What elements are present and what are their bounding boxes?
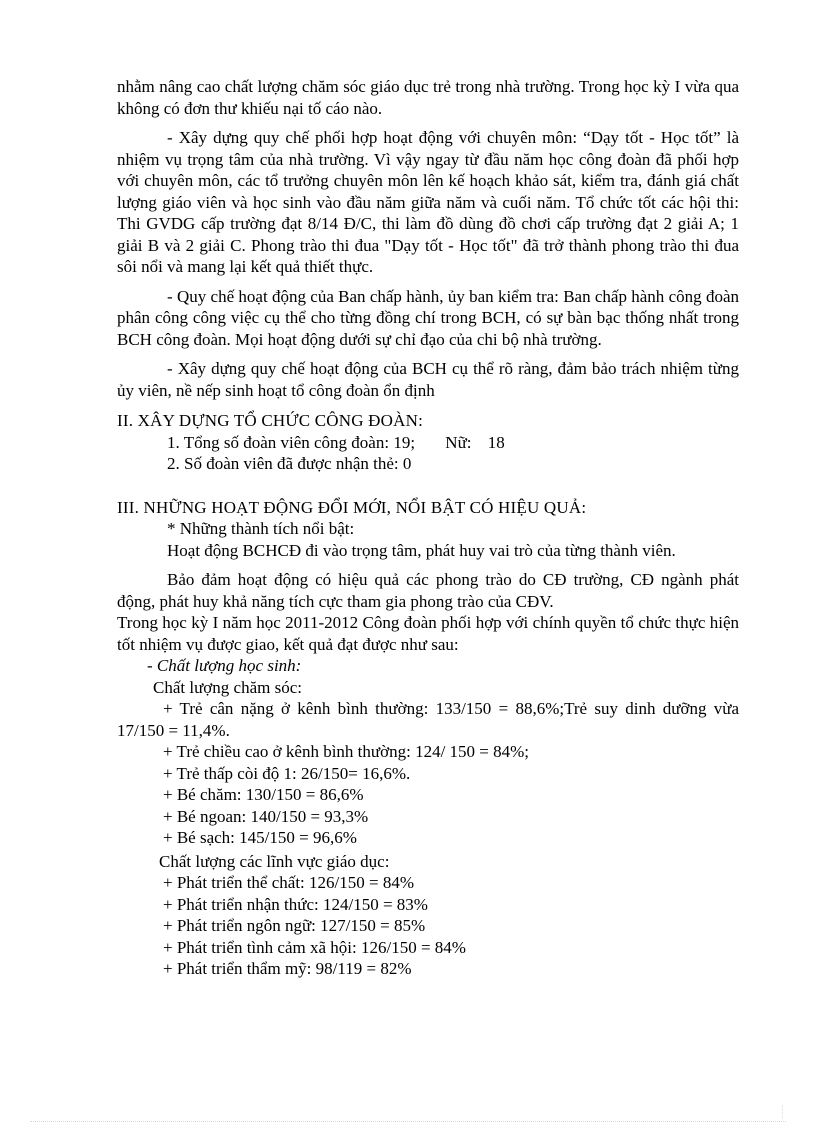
care-item-diligent: + Bé chăm: 130/150 = 86,6% [163, 785, 364, 804]
student-quality-label: - Chất lượng học sinh: [147, 656, 302, 675]
care-item-height: + Trẻ chiều cao ở kênh bình thường: 124/ 150 = 84%; [163, 742, 530, 761]
care-item-clean: + Bé sạch: 145/150 = 96,6% [163, 828, 357, 847]
achievement-executive: Hoạt động BCHCĐ đi vào trọng tâm, phát huy vai trò của từng thành viên. [167, 540, 676, 560]
care-quality-list [117, 698, 739, 849]
paragraph-coordination: - Xây dựng quy chế phối hợp hoạt động với chuyên môn: “Dạy tốt - Học tốt” là nhiệm vụ trọng tâm của nhà trường. Vì vậy ngay từ đầu năm học công đoàn đã phối hợp với chuyên môn, các tổ trưởng chuyên môn lên kế hoạch khảo sát, kiểm tra, đánh giá chất lượng giáo viên và học sinh vào đầu năm giữa năm và cuối năm. Tổ chức tốt các hội thi: Thi GVDG cấp trường đạt 8/14 Đ/C, thi làm đồ dùng đồ chơi cấp trường đạt 2 giải A; 1 giải B và 2 giải C. Phong trào thi đua "Dạy tốt - Học tốt" đã trở thành phong trào thi đua sôi nổi và mang lại kết quả thiết thực. [117, 128, 739, 276]
edu-item-language: + Phát triển ngôn ngữ: 127/150 = 85% [163, 916, 426, 935]
edu-item-physical: + Phát triển thể chất: 126/150 = 84% [163, 873, 414, 892]
female-label: Nữ: [445, 432, 472, 452]
document-page [117, 76, 739, 980]
education-quality-list [117, 872, 739, 980]
paragraph-complaints: nhằm nâng cao chất lượng chăm sóc giáo dục trẻ trong nhà trường. Trong học kỳ I vừa qua không có đơn thư khiếu nại tố cáo nào. [117, 77, 739, 118]
care-quality-label: Chất lượng chăm sóc: [153, 677, 302, 697]
care-item-well-behaved: + Bé ngoan: 140/150 = 93,3% [163, 806, 369, 826]
care-item-weight: + Trẻ cân nặng ở kênh bình thường: 133/150 = 88,6%;Trẻ suy dinh dưỡng vừa 17/150 = 11,4%. [117, 699, 739, 740]
edu-item-social-emotional: + Phát triển tình cảm xã hội: 126/150 = 84% [163, 937, 466, 957]
achievements-subheading: * Những thành tích nổi bật: [167, 519, 355, 538]
section-3-heading: III. NHỮNG HOẠT ĐỘNG ĐỔI MỚI, NỔI BẬT CÓ HIỆU QUẢ: [117, 497, 587, 517]
paragraph-executive-rules: - Quy chế hoạt động của Ban chấp hành, ủy ban kiểm tra: Ban chấp hành công đoàn phân công công việc cụ thể cho từng đồng chí trong BCH, có sự bàn bạc thống nhất trong BCH công đoàn. Mọi hoạt động dưới sự chỉ đạo của chi bộ nhà trường. [117, 286, 739, 349]
edu-item-cognitive: + Phát triển nhận thức: 124/150 = 83% [163, 894, 428, 914]
paragraph-bch-rules: - Xây dựng quy chế hoạt động của BCH cụ thể rõ ràng, đảm bảo trách nhiệm từng ủy viên, nề nếp sinh hoạt tổ công đoàn ổn định [117, 359, 739, 400]
section-2-heading: II. XÂY DỰNG TỔ CHỨC CÔNG ĐOÀN: [117, 411, 423, 430]
union-member-count [117, 432, 739, 454]
union-card-count: 2. Số đoàn viên đã được nhận thẻ: 0 [167, 454, 412, 473]
achievement-movements: Bảo đảm hoạt động có hiệu quả các phong trào do CĐ trường, CĐ ngành phát động, phát huy khả năng tích cực tham gia phong trào của CĐV. [117, 570, 739, 611]
page-bottom-rule [30, 1121, 786, 1122]
female-count: 18 [487, 432, 505, 452]
edu-item-aesthetic: + Phát triển thẩm mỹ: 98/119 = 82% [163, 959, 412, 978]
care-item-stunting: + Trẻ thấp còi độ 1: 26/150= 16,6%. [163, 763, 411, 783]
achievement-semester-intro: Trong học kỳ I năm học 2011-2012 Công đoàn phối hợp với chính quyền tổ chức thực hiện tốt nhiệm vụ được giao, kết quả đạt được như sau: [117, 613, 739, 654]
union-member-total: 1. Tổng số đoàn viên công đoàn: 19; [167, 432, 416, 452]
education-quality-label: Chất lượng các lĩnh vực giáo dục: [159, 851, 390, 871]
page-corner-mark [782, 1105, 783, 1119]
